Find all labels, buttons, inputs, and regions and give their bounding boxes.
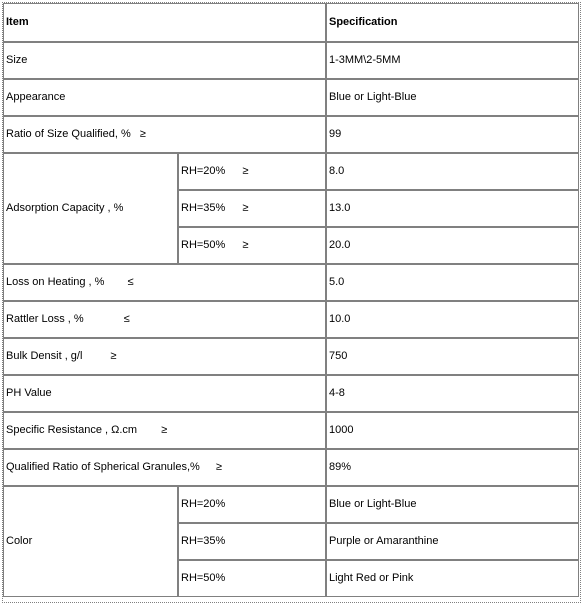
table-row xyxy=(3,301,579,338)
row-value: 13.0 xyxy=(326,190,579,227)
row-value: 10.0 xyxy=(326,301,579,338)
row-value: Blue or Light-Blue xyxy=(326,79,579,116)
row-value: 89% xyxy=(326,449,579,486)
comparison-symbol: ≥ xyxy=(242,239,249,251)
condition-label: RH=50% xyxy=(181,239,226,251)
row-label: Ratio of Size Qualified, % xyxy=(6,128,131,140)
condition-label: RH=50% xyxy=(178,560,326,597)
row-label: Size xyxy=(3,42,326,79)
row-value: 750 xyxy=(326,338,579,375)
condition-label: RH=35% xyxy=(178,523,326,560)
row-value: 5.0 xyxy=(326,264,579,301)
table-row xyxy=(3,79,579,116)
table-row xyxy=(3,449,579,486)
comparison-symbol: ≤ xyxy=(123,313,130,325)
header-row xyxy=(3,3,579,42)
row-label: Qualified Ratio of Spherical Granules,% xyxy=(6,461,200,473)
condition-cell xyxy=(178,153,326,190)
row-label: Specific Resistance , Ω.cm xyxy=(6,424,138,436)
table-row xyxy=(3,264,579,301)
row-label-cell xyxy=(3,116,326,153)
row-value: 8.0 xyxy=(326,153,579,190)
condition-label: RH=20% xyxy=(178,486,326,523)
row-label: Appearance xyxy=(3,79,326,116)
row-label: PH Value xyxy=(3,375,326,412)
row-label-cell xyxy=(3,301,326,338)
table-row xyxy=(3,42,579,79)
condition-cell xyxy=(178,227,326,264)
row-label: Rattler Loss , % xyxy=(6,313,84,325)
table-row xyxy=(3,116,579,153)
specification-table xyxy=(3,3,579,597)
condition-label: RH=35% xyxy=(181,202,226,214)
row-label: Color xyxy=(3,486,178,597)
row-value: Light Red or Pink xyxy=(326,560,579,597)
condition-cell xyxy=(178,190,326,227)
table-row xyxy=(3,375,579,412)
row-value: 1000 xyxy=(326,412,579,449)
row-label-cell xyxy=(3,264,326,301)
table-row xyxy=(3,153,579,190)
comparison-symbol: ≥ xyxy=(242,165,249,177)
row-value: 1-3MM\2-5MM xyxy=(326,42,579,79)
row-label-cell xyxy=(3,338,326,375)
row-label-cell xyxy=(3,412,326,449)
comparison-symbol: ≥ xyxy=(139,128,146,140)
comparison-symbol: ≥ xyxy=(215,461,222,473)
table-row xyxy=(3,338,579,375)
row-label-cell xyxy=(3,449,326,486)
table-row xyxy=(3,486,579,523)
row-value: Blue or Light-Blue xyxy=(326,486,579,523)
condition-label: RH=20% xyxy=(181,165,226,177)
row-label: Loss on Heating , % xyxy=(6,276,105,288)
header-item: Item xyxy=(3,3,326,42)
table-row xyxy=(3,412,579,449)
row-value: 99 xyxy=(326,116,579,153)
row-value: 20.0 xyxy=(326,227,579,264)
row-value: Purple or Amaranthine xyxy=(326,523,579,560)
row-value: 4-8 xyxy=(326,375,579,412)
comparison-symbol: ≥ xyxy=(161,424,168,436)
row-label: Bulk Densit , g/l xyxy=(6,350,83,362)
header-specification: Specification xyxy=(326,3,579,42)
row-label: Adsorption Capacity , % xyxy=(3,153,178,264)
comparison-symbol: ≥ xyxy=(110,350,117,362)
comparison-symbol: ≤ xyxy=(127,276,134,288)
comparison-symbol: ≥ xyxy=(242,202,249,214)
